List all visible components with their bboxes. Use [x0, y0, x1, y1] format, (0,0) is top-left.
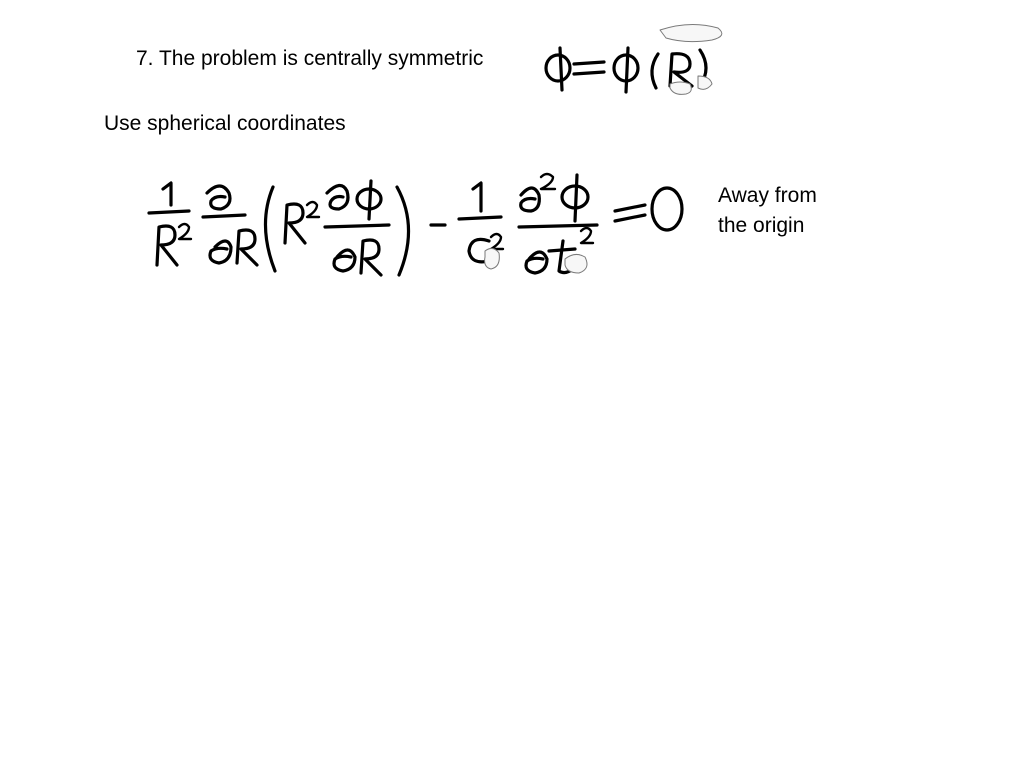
handwritten-wave-equation — [145, 165, 695, 280]
side-note — [718, 181, 858, 241]
slide-heading: 7. The problem is centrally symmetric — [136, 47, 484, 70]
slide-subheading: Use spherical coordinates — [104, 112, 346, 135]
side-note-line-1: Away from — [718, 184, 817, 207]
handwritten-symmetry-relation — [540, 18, 730, 98]
side-note-line-2: the origin — [718, 214, 805, 237]
